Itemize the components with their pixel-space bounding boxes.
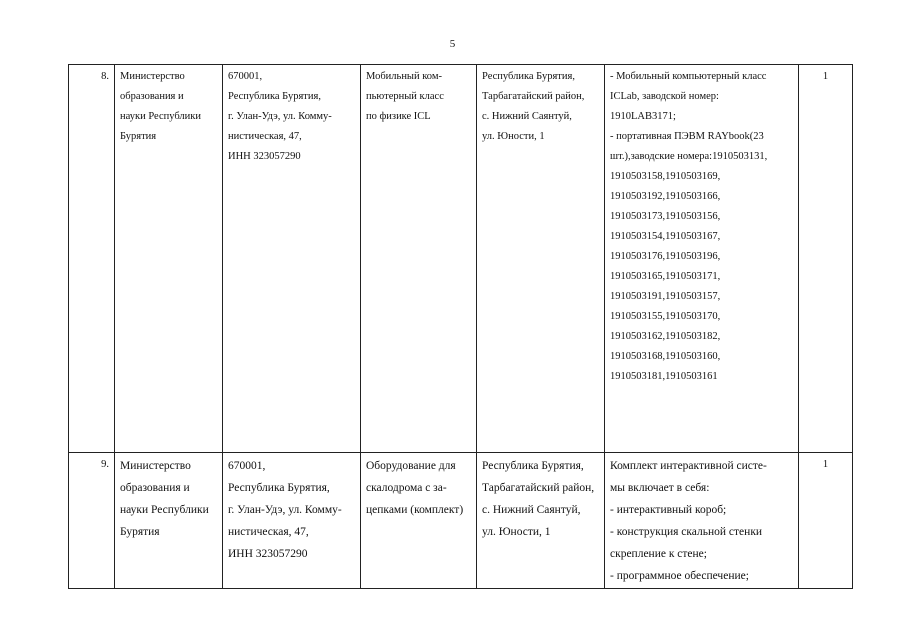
address-line: нистическая, 47, xyxy=(228,131,302,142)
owner-line: науки Республики xyxy=(120,111,202,122)
description-line: мы включает в себя: xyxy=(610,482,710,494)
description-line: 1910503155,1910503170, xyxy=(610,311,721,322)
description-line: 1910503173,1910503156, xyxy=(610,211,721,222)
location-line: с. Нижний Саянтуй, xyxy=(482,504,581,516)
table-row xyxy=(69,65,853,453)
location-line: с. Нижний Саянтуй, xyxy=(482,111,572,122)
address-line: ИНН 323057290 xyxy=(228,548,308,560)
location-cell xyxy=(477,65,605,453)
name-line: пьютерный класс xyxy=(366,91,444,102)
owner-cell xyxy=(115,453,223,589)
address-line: г. Улан-Удэ, ул. Комму- xyxy=(228,504,342,516)
name-line: цепками (комплект) xyxy=(366,504,464,516)
row-number: 9. xyxy=(101,459,109,470)
description-line: 1910503162,1910503182, xyxy=(610,331,721,342)
quantity: 1 xyxy=(822,459,829,470)
owner-cell xyxy=(115,65,223,453)
equipment-name-cell xyxy=(361,65,477,453)
owner-line: образования и xyxy=(120,91,184,102)
description-line: - программное обеспечение; xyxy=(610,570,749,582)
owner-line: образования и xyxy=(120,482,190,494)
description-line: скрепление к стене; xyxy=(610,548,707,560)
owner-line: Министерство xyxy=(120,460,191,472)
address-line: Республика Бурятия, xyxy=(228,482,330,494)
description-line: 1910503168,1910503160, xyxy=(610,351,721,362)
location-line: ул. Юности, 1 xyxy=(482,526,551,538)
page-number: 5 xyxy=(449,38,456,50)
address-line: 670001, xyxy=(228,71,263,82)
address-line: г. Улан-Удэ, ул. Комму- xyxy=(228,111,332,122)
description-line: - конструкция скальной стенки xyxy=(610,526,763,538)
owner-line: Министерство xyxy=(120,71,185,82)
location-line: Тарбагатайский район, xyxy=(482,91,585,102)
description-line: - портативная ПЭВМ RAYbook(23 xyxy=(610,131,764,142)
address-cell xyxy=(223,453,361,589)
description-line: 1910503176,1910503196, xyxy=(610,251,721,262)
table-row xyxy=(69,453,853,589)
description-cell xyxy=(605,65,799,453)
address-line: ИНН 323057290 xyxy=(228,151,301,162)
address-line: 670001, xyxy=(228,460,266,472)
name-line: Оборудование для xyxy=(366,460,456,472)
description-line: 1910503191,1910503157, xyxy=(610,291,721,302)
location-line: ул. Юности, 1 xyxy=(482,131,545,142)
equipment-name-cell xyxy=(361,453,477,589)
description-line: 1910503158,1910503169, xyxy=(610,171,721,182)
description-line: - интерактивный короб; xyxy=(610,504,727,516)
row-number-cell xyxy=(69,453,115,589)
quantity-cell xyxy=(799,65,853,453)
location-line: Республика Бурятия, xyxy=(482,460,584,472)
owner-line: Бурятия xyxy=(120,131,157,142)
address-line: нистическая, 47, xyxy=(228,526,309,538)
description-line: Комплект интерактивной систе- xyxy=(610,460,767,472)
name-line: Мобильный ком- xyxy=(366,71,442,82)
description-line: 1910503165,1910503171, xyxy=(610,271,721,282)
owner-line: Бурятия xyxy=(120,526,160,538)
equipment-table xyxy=(68,64,853,589)
owner-line: науки Республики xyxy=(120,504,209,516)
description-line: шт.),заводские номера:1910503131, xyxy=(610,151,768,162)
name-line: по физике ICL xyxy=(366,111,431,122)
location-line: Республика Бурятия, xyxy=(482,71,575,82)
location-cell xyxy=(477,453,605,589)
description-cell xyxy=(605,453,799,589)
description-line: ICLab, заводской номер: xyxy=(610,91,719,102)
location-line: Тарбагатайский район, xyxy=(482,482,595,494)
description-line: 1910LAB3171; xyxy=(610,111,676,122)
description-line: 1910503192,1910503166, xyxy=(610,191,721,202)
name-line: скалодрома с за- xyxy=(366,482,447,494)
row-number-cell xyxy=(69,65,115,453)
description-line: 1910503154,1910503167, xyxy=(610,231,721,242)
row-number: 8. xyxy=(101,71,109,82)
address-cell xyxy=(223,65,361,453)
description-line: 1910503181,1910503161 xyxy=(610,371,718,382)
quantity-cell xyxy=(799,453,853,589)
quantity: 1 xyxy=(822,71,829,82)
address-line: Республика Бурятия, xyxy=(228,91,321,102)
description-line: - Мобильный компьютерный класс xyxy=(610,71,767,82)
